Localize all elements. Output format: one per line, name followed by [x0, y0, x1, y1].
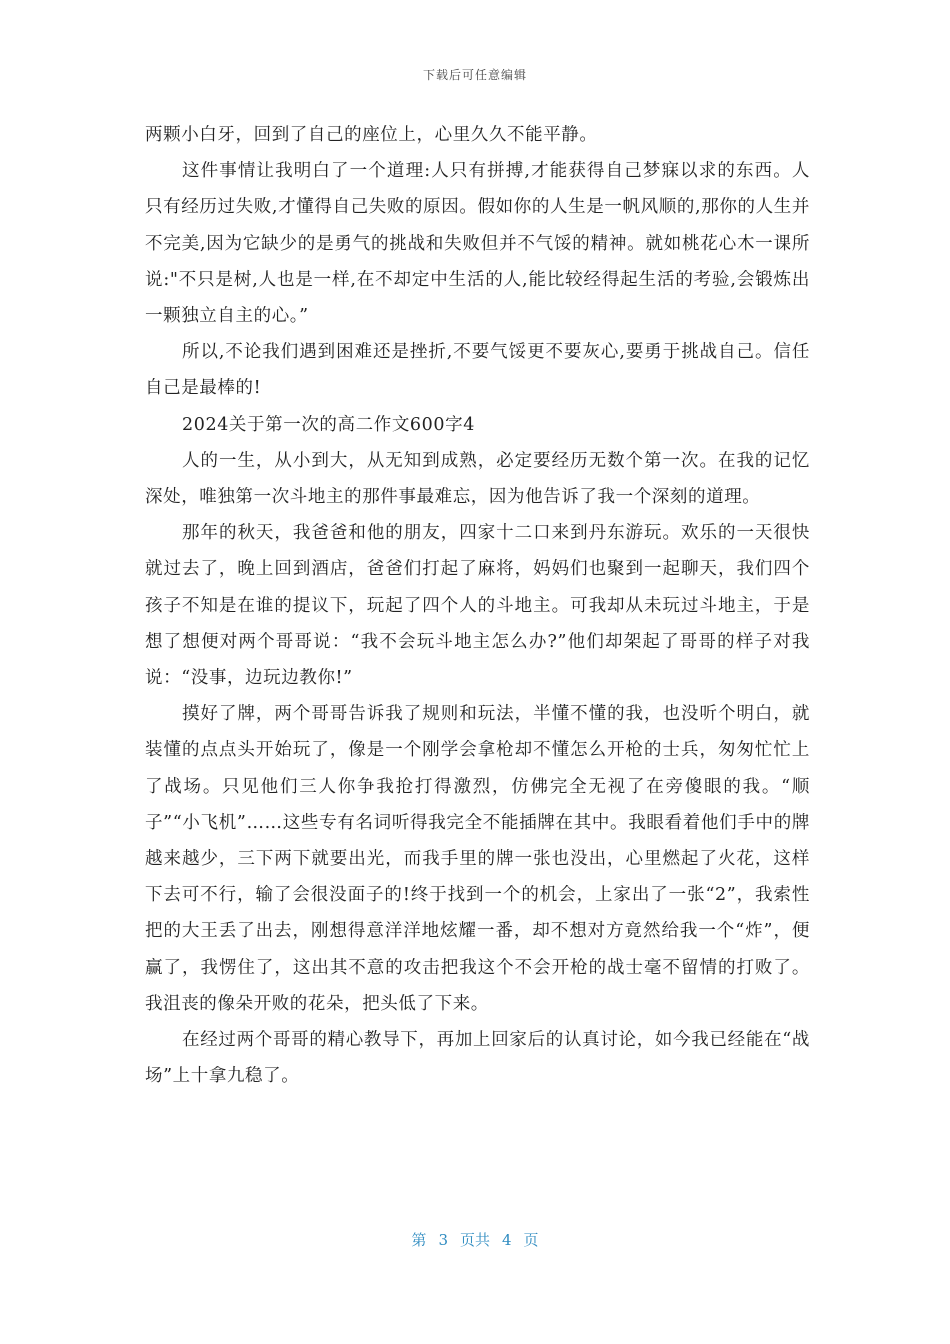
paragraph-game: 摸好了牌，两个哥哥告诉我了规则和玩法，半懂不懂的我，也没听个明白，就装懂的点点头开始玩了，像是一个刚学会拿枪却不懂怎么开枪的士兵，匆匆忙忙上了战场。只见他们三人你争我抢打得激烈，仿佛完全无视了在旁傻眼的我。“顺子”“小飞机”……这些专有名词听得我完全不能插牌在其中。我眼看着他们手中的牌越来越少，三下两下就要出光，而我手里的牌一张也没出，心里燃起了火花，这样下去可不行，输了会很没面子的!终于找到一个的机会，上家出了一张“2”，我索性把的大王丢了出去，刚想得意洋洋地炫耀一番，却不想对方竟然给我一个“炸”，便赢了，我愣住了，这出其不意的攻击把我这个不会开枪的战士毫不留情的打败了。我沮丧的像朵开败的花朵，把头低了下来。: [145, 704, 810, 1014]
document-body: [145, 117, 810, 1094]
paragraph-lesson: 这件事情让我明白了一个道理:人只有拼搏,才能获得自己梦寐以求的东西。人只有经历过失败,才懂得自己失败的原因。假如你的人生是一帆风顺的,那你的人生并不完美,因为它缺少的是勇气的挑战和失败但并不气馁的精神。就如桃花心木一课所说:"不只是树,人也是一样,在不却定中生活的人,能比较经得起生活的考验,会锻炼出一颗独立自主的心。”: [145, 161, 810, 327]
page-footer: [0, 1229, 950, 1250]
total-pages-number: 4: [502, 1231, 512, 1249]
paragraph-autumn: 那年的秋天，我爸爸和他的朋友，四家十二口来到丹东游玩。欢乐的一天很快就过去了，晚上回到酒店，爸爸们打起了麻将，妈妈们也聚到一起聊天，我们四个孩子不知是在谁的提议下，玩起了四个人的斗地主。可我却从未玩过斗地主，于是想了想便对两个哥哥说：“我不会玩斗地主怎么办?”他们却架起了哥哥的样子对我说：“没事，边玩边教你!”: [145, 523, 810, 689]
essay-title: 2024关于第一次的高二作文600字4: [182, 414, 475, 435]
page-label-prefix: 第: [411, 1231, 427, 1249]
page-label-middle: 页共: [459, 1231, 490, 1249]
paragraph-intro: 人的一生，从小到大，从无知到成熟，必定要经历无数个第一次。在我的记忆深处，唯独第一次斗地主的那件事最难忘，因为他告诉了我一个深刻的道理。: [145, 450, 810, 508]
page-label-suffix: 页: [523, 1231, 539, 1249]
page-header: 下载后可任意编辑: [422, 68, 527, 82]
paragraph-conclusion: 所以,不论我们遇到困难还是挫折,不要气馁更不要灰心,要勇于挑战自己。信任自己是最棒的!: [145, 342, 810, 399]
paragraph-ending: 在经过两个哥哥的精心教导下，再加上回家后的认真讨论，如今我已经能在“战场”上十拿九稳了。: [145, 1030, 810, 1087]
current-page-number: 3: [438, 1231, 448, 1249]
paragraph-continuation: 两颗小白牙，回到了自己的座位上，心里久久不能平静。: [145, 125, 598, 145]
